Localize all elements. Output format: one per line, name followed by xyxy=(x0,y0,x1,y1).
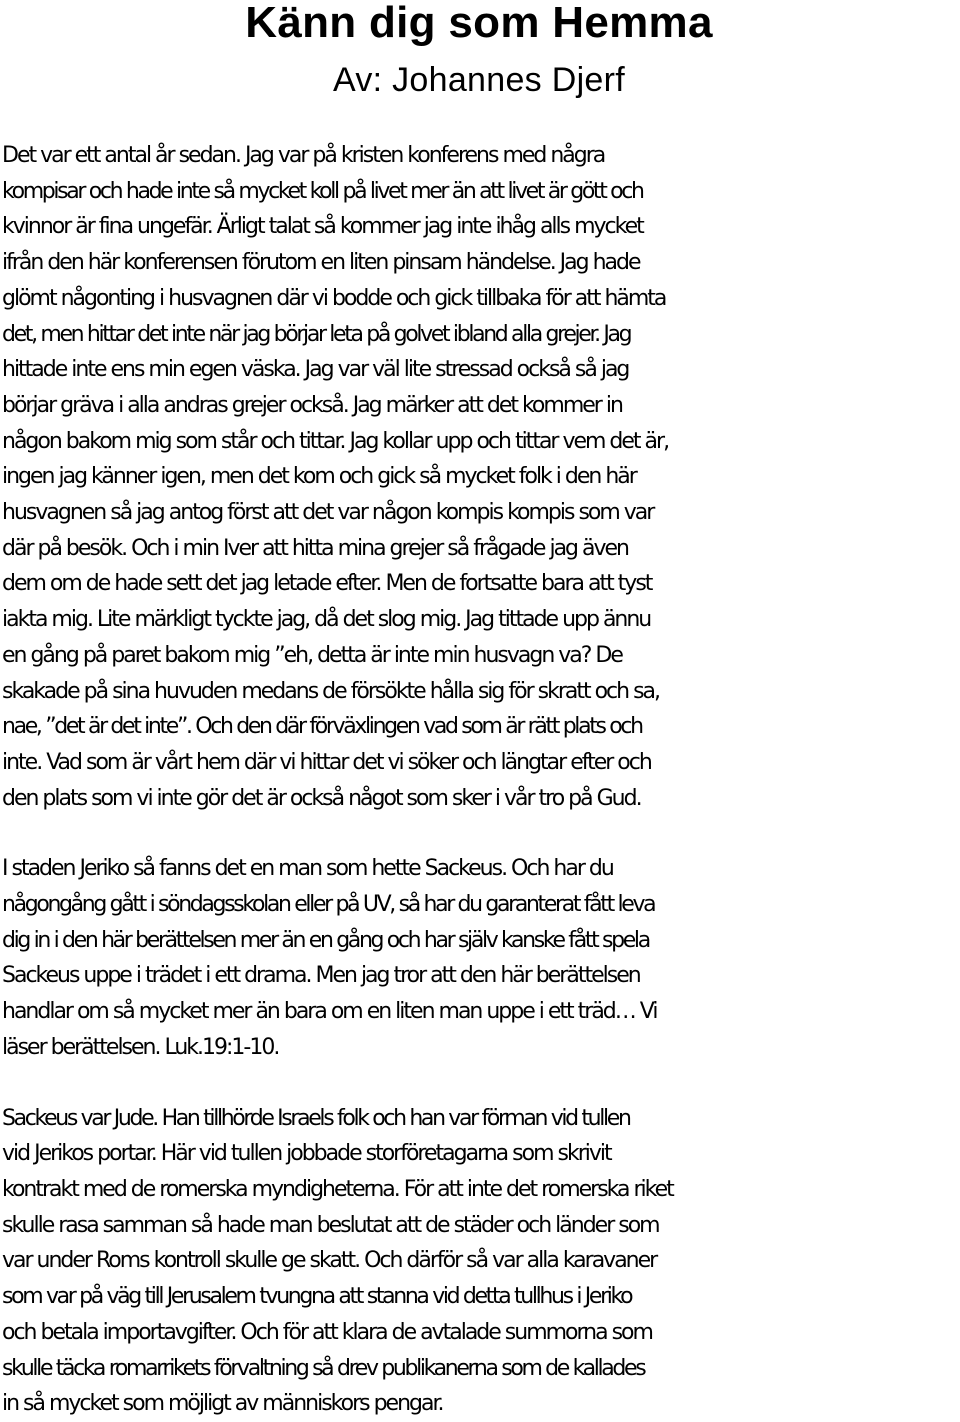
text-line: nae, ”det är det inte”. Och den där förväxlingen vad som är rätt plats och xyxy=(2,714,642,740)
text-line: en gång på paret bakom mig ”eh, detta är inte min husvagn va? De xyxy=(2,642,622,668)
text-line: som var på väg till Jerusalem tvungna att stanna vid detta tullhus i Jeriko xyxy=(2,1284,632,1310)
text-line: den plats som vi inte gör det är också något som sker i vår tro på Gud. xyxy=(2,785,641,811)
text-line: Sackeus var Jude. Han tillhörde Israels folk och han var förman vid tullen xyxy=(2,1105,630,1131)
text-line: det, men hittar det inte när jag börjar leta på golvet ibland alla grejer. Jag xyxy=(2,321,631,347)
text-line: ingen jag känner igen, men det kom och gick så mycket folk i den här xyxy=(2,464,636,490)
text-line: där på besök. Och i min Iver att hitta mina grejer så frågade jag även xyxy=(2,535,628,561)
text-line: börjar gräva i alla andras grejer också. Jag märker att det kommer in xyxy=(2,392,622,418)
text-line: in så mycket som möjligt av människors pengar. xyxy=(2,1391,443,1417)
text-line: Det var ett antal år sedan. Jag var på kristen konferens med några xyxy=(2,143,605,168)
text-line: läser berättelsen. Luk.19:1-10. xyxy=(2,1034,279,1060)
text-line: och betala importavgifter. Och för att klara de avtalade summorna som xyxy=(2,1319,652,1345)
text-line: skulle rasa samman så hade man beslutat att de städer och länder som xyxy=(2,1212,659,1238)
document-body xyxy=(2,138,956,1422)
text-line: inte. Vad som är vårt hem där vi hittar det vi söker och längtar efter och xyxy=(2,749,651,775)
text-line: skulle täcka romarrikets förvaltning så drev publikanerna som de kallades xyxy=(2,1355,645,1381)
text-line: kompisar och hade inte så mycket koll på livet mer än att livet är gött och xyxy=(2,178,643,204)
paragraph-sackeus-intro xyxy=(2,851,956,1065)
text-line: kontrakt med de romerska myndigheterna. För att inte det romerska riket xyxy=(2,1176,673,1202)
text-line: vid Jerikos portar. Här vid tullen jobbade storföretagarna som skrivit xyxy=(2,1141,611,1167)
text-line: någon bakom mig som står och tittar. Jag kollar upp och tittar vem det är, xyxy=(2,428,669,454)
text-line: dem om de hade sett det jag letade efter. Men de fortsatte bara att tyst xyxy=(2,571,652,597)
text-line: glömt någonting i husvagnen där vi bodde och gick tillbaka för att hämta xyxy=(2,285,666,311)
text-line: skakade på sina huvuden medans de försökte hålla sig för skratt och sa, xyxy=(2,678,660,704)
text-line: hittade inte ens min egen väska. Jag var väl lite stressad också så jag xyxy=(2,357,629,383)
text-line: Sackeus uppe i trädet i ett drama. Men jag tror att den här berättelsen xyxy=(2,963,640,989)
text-line: någongång gått i söndagsskolan eller på UV, så har du garanterat fått leva xyxy=(2,892,655,918)
document-author: Av: Johannes Djerf xyxy=(332,61,626,99)
text-line: ifrån den här konferensen förutom en liten pinsam händelse. Jag hade xyxy=(2,250,640,276)
paragraph-intro xyxy=(2,138,956,816)
text-line: handlar om så mycket mer än bara om en liten man uppe i ett träd… Vi xyxy=(2,999,657,1025)
text-line: dig in i den här berättelsen mer än en gång och har själv kanske fått spela xyxy=(2,927,649,953)
paragraph-sackeus-background xyxy=(2,1101,956,1422)
text-line: husvagnen så jag antog först att det var någon kompis kompis som var xyxy=(2,500,654,526)
document-title: Känn dig som Hemma xyxy=(245,0,713,47)
text-line: kvinnor är fina ungefär. Ärligt talat så kommer jag inte ihåg alls mycket xyxy=(2,214,643,240)
text-line: iakta mig. Lite märkligt tyckte jag, då det slog mig. Jag tittade upp ännu xyxy=(2,607,651,633)
text-line: I staden Jeriko så fanns det en man som hette Sackeus. Och har du xyxy=(2,856,613,882)
text-line: var under Roms kontroll skulle ge skatt. Och därför så var alla karavaner xyxy=(2,1248,657,1274)
